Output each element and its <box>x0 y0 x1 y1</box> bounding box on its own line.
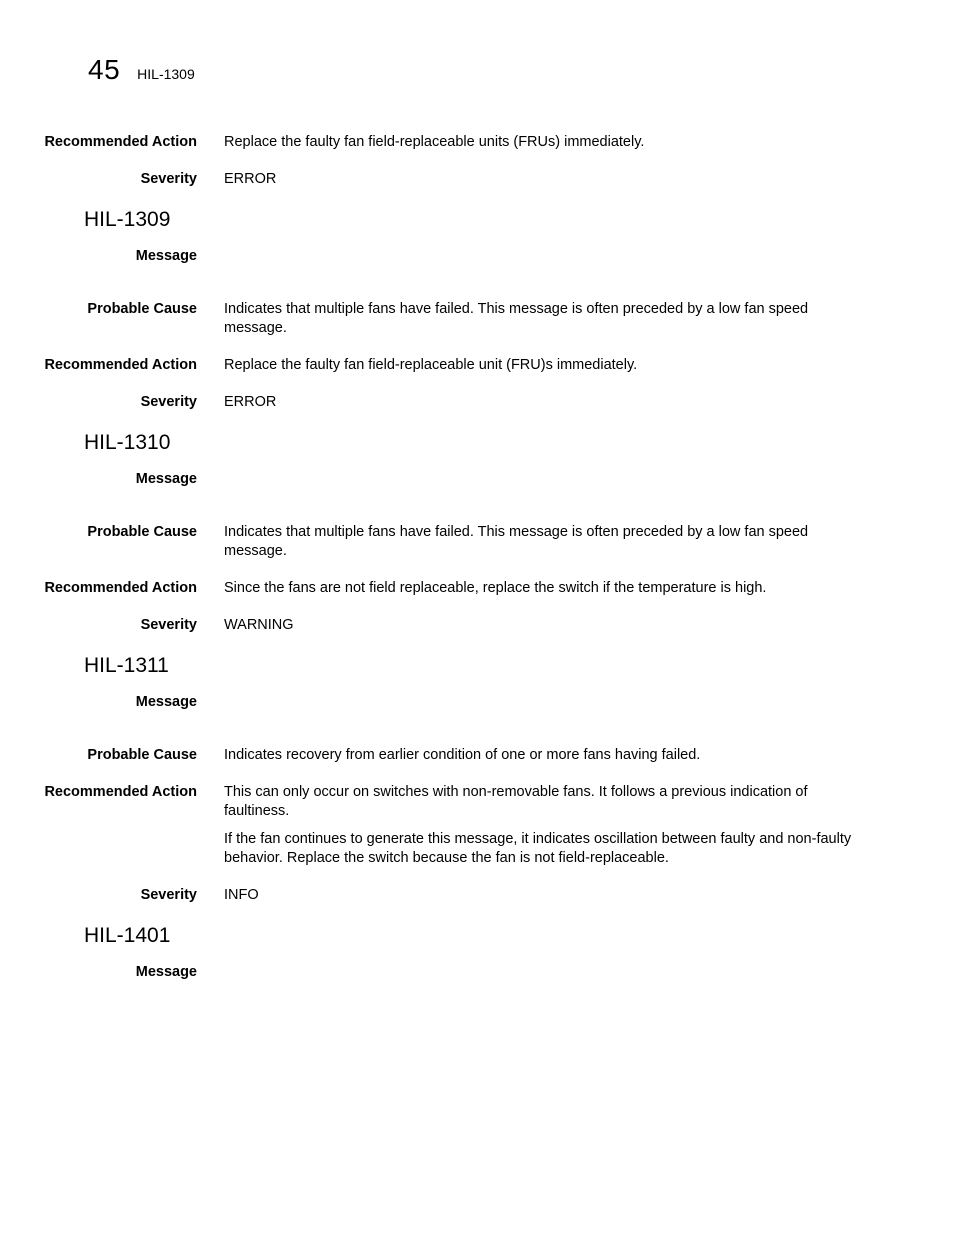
probable-cause-row <box>0 523 954 561</box>
message-label: Message <box>135 248 197 264</box>
message-label: Message <box>135 471 197 487</box>
recommended-action-paragraph: This can only occur on switches with non-removable fans. It follows a previous indication of faultiness. <box>224 784 808 819</box>
section-title-hil-1401: HIL-1401 <box>84 924 171 947</box>
probable-cause-label: Probable Cause <box>87 301 197 317</box>
recommended-action-row <box>0 356 954 375</box>
severity-row <box>0 393 954 412</box>
message-row <box>0 693 954 712</box>
message-label: Message <box>135 964 197 980</box>
severity-row <box>0 886 954 905</box>
probable-cause-label: Probable Cause <box>87 524 197 540</box>
probable-cause-text: Indicates recovery from earlier condition of one or more fans having failed. <box>224 747 701 763</box>
recommended-action-row <box>0 133 954 152</box>
recommended-action-row <box>0 783 954 868</box>
recommended-action-label: Recommended Action <box>44 784 197 800</box>
recommended-action-text: Replace the faulty fan field-replaceable units (FRUs) immediately. <box>224 134 645 150</box>
recommended-action-text <box>224 356 874 375</box>
chapter-number: 45 <box>88 54 121 85</box>
recommended-action-paragraph: Replace the faulty fan field-replaceable unit (FRU)s immediately. <box>224 357 638 373</box>
probable-cause-text: Indicates that multiple fans have failed. This message is often preceded by a low fan speed message. <box>224 524 809 559</box>
running-title: HIL-1309 <box>137 66 195 82</box>
severity-label: Severity <box>140 617 197 633</box>
probable-cause-row <box>0 300 954 338</box>
message-row <box>0 247 954 266</box>
document-body <box>0 133 954 1016</box>
severity-row <box>0 170 954 189</box>
recommended-action-text <box>224 579 874 598</box>
recommended-action-label: Recommended Action <box>44 580 197 596</box>
severity-value: INFO <box>224 887 259 903</box>
probable-cause-text: Indicates that multiple fans have failed. This message is often preceded by a low fan speed message. <box>224 301 809 336</box>
section-title-hil-1309: HIL-1309 <box>84 208 171 231</box>
recommended-action-paragraph: If the fan continues to generate this message, it indicates oscillation between faulty and non-faulty behavior. Replace the switch because the fan is not field-replaceable. <box>224 831 852 866</box>
recommended-action-text <box>224 783 874 868</box>
page-header <box>88 54 195 86</box>
message-row <box>0 470 954 489</box>
recommended-action-label: Recommended Action <box>44 357 197 373</box>
recommended-action-row <box>0 579 954 598</box>
severity-value: WARNING <box>224 617 294 633</box>
recommended-action-label: Recommended Action <box>44 134 197 150</box>
message-row <box>0 963 954 982</box>
recommended-action-paragraph: Since the fans are not field replaceable, replace the switch if the temperature is high. <box>224 580 767 596</box>
section-title-hil-1310: HIL-1310 <box>84 431 171 454</box>
severity-value: ERROR <box>224 394 277 410</box>
probable-cause-row <box>0 746 954 765</box>
probable-cause-label: Probable Cause <box>87 747 197 763</box>
severity-row <box>0 616 954 635</box>
severity-label: Severity <box>140 887 197 903</box>
severity-label: Severity <box>140 171 197 187</box>
message-label: Message <box>135 694 197 710</box>
severity-label: Severity <box>140 394 197 410</box>
section-title-hil-1311: HIL-1311 <box>84 654 169 677</box>
severity-value: ERROR <box>224 171 277 187</box>
